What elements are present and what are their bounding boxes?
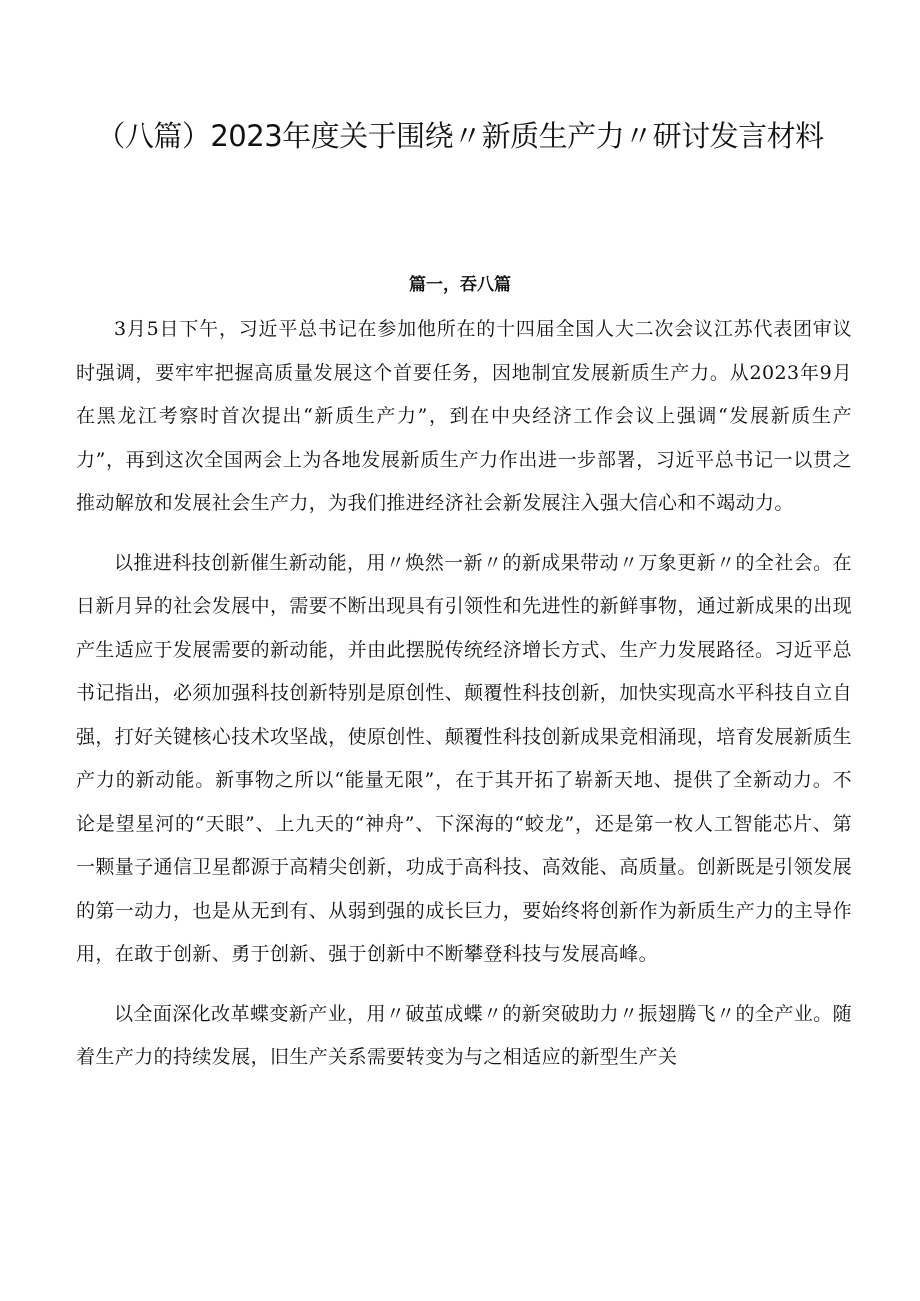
- document-title: （八篇）2023年度关于围绕〃新质生产力〃研讨发言材料: [96, 119, 824, 153]
- document-body: [76, 308, 852, 1096]
- section-heading: 篇一，吞八篇: [409, 275, 511, 295]
- paragraph-2: 以推进科技创新催生新动能，用〃焕然一新〃的新成果带动〃万象更新〃的全社会。在日新月异的社会发展中，需要不断出现具有引领性和先进性的新鲜事物，通过新成果的出现产生适应于发展需要的新动能，并由此摆脱传统经济增长方式、生产力发展路径。习近平总书记指出，必须加强科技创新特别是原创性、颠覆性科技创新，加快实现高水平科技自立自强，打好关键核心技术攻坚战，使原创性、颠覆性科技创新成果竞相涌现，培育发展新质生产力的新动能。新事物之所以“能量无限”，在于其开拓了崭新天地、提供了全新动力。不论是望星河的“天眼”、上九天的“神舟”、下深海的“蛟龙”，还是第一枚人工智能芯片、第一颗量子通信卫星都源于高精尖创新，功成于高科技、高效能、高质量。创新既是引领发展的第一动力，也是从无到有、从弱到强的成长巨力，要始终将创新作为新质生产力的主导作用，在敢于创新、勇于创新、强于创新中不断攀登科技与发展高峰。: [76, 551, 853, 965]
- paragraph-1: 3月5日下午，习近平总书记在参加他所在的十四届全国人大二次会议江苏代表团审议时强调，要牢牢把握高质量发展这个首要任务，因地制宜发展新质生产力。从2023年9月在黑龙江考察时首次提出“新质生产力”，到在中央经济工作会议上强调“发展新质生产力”，再到这次全国两会上为各地发展新质生产力作出进一步部署，习近平总书记一以贯之推动解放和发展社会生产力，为我们推进经济社会新发展注入强大信心和不竭动力。: [76, 318, 852, 514]
- paragraph-3: 以全面深化改革蝶变新产业，用〃破茧成蝶〃的新突破助力〃振翅腾飞〃的全产业。随着生产力的持续发展，旧生产关系需要转变为与之相适应的新型生产关: [76, 1002, 852, 1068]
